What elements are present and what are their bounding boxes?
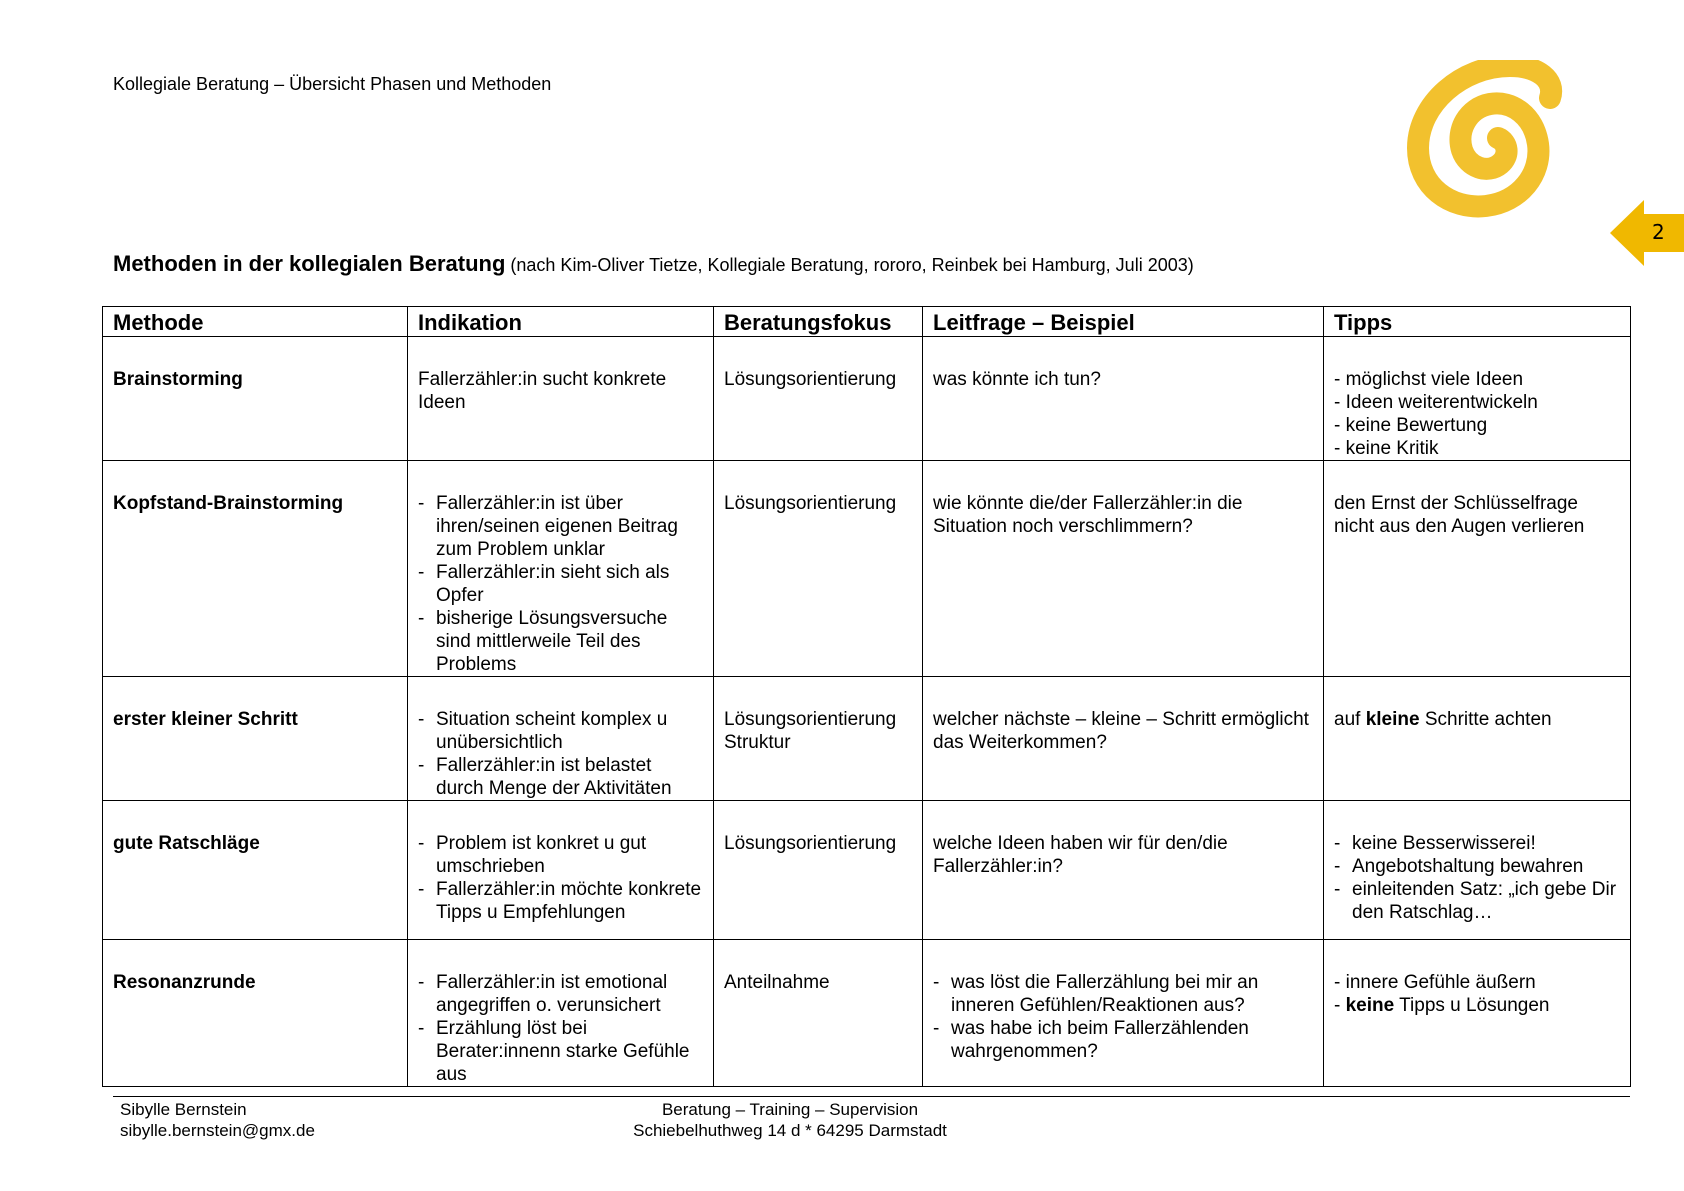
focus-item: Anteilnahme — [724, 972, 830, 993]
tip-text-before: auf — [1334, 709, 1366, 730]
tip-text-bold: kleine — [1365, 709, 1420, 730]
question-cell — [923, 940, 1324, 1087]
spiral-logo-icon — [1400, 60, 1570, 220]
focus-cell — [714, 461, 923, 677]
footer-email[interactable]: sibylle.bernstein@gmx.de — [120, 1121, 315, 1140]
focus-cell — [714, 677, 923, 801]
focus-item: Lösungsorientierung — [724, 493, 897, 514]
indication-item: - Fallerzähler:in ist über ihren/seinen eigenen Beitrag zum Problem unklar — [418, 492, 703, 561]
tip-item: - Ideen weiterentwickeln — [1334, 392, 1538, 413]
table-row — [103, 801, 1631, 940]
table-header-row — [103, 307, 1631, 337]
focus-item: Lösungsorientierung — [724, 709, 897, 730]
focus-item: Lösungsorientierung — [724, 369, 897, 390]
question-cell: wie könnte die/der Fallerzähler:in die Situation noch verschlimmern? — [923, 461, 1324, 677]
tip-item: - keine Bewertung — [1334, 415, 1488, 436]
title-source: (nach Kim-Oliver Tietze, Kollegiale Beratung, rororo, Reinbek bei Hamburg, Juli 2003) — [510, 255, 1194, 275]
method-cell: erster kleiner Schritt — [103, 677, 408, 801]
tip-item: - Angebotshaltung bewahren — [1334, 855, 1620, 878]
methods-table — [102, 306, 1631, 1087]
question-cell: welcher nächste – kleine – Schritt ermöglicht das Weiterkommen? — [923, 677, 1324, 801]
tip-item: - keine Besserwisserei! — [1334, 832, 1620, 855]
method-cell: Brainstorming — [103, 337, 408, 461]
tips-cell — [1324, 337, 1631, 461]
section-title — [113, 251, 1194, 277]
indication-item: - Fallerzähler:in sieht sich als Opfer — [418, 561, 703, 607]
tip-item: - innere Gefühle äußern — [1334, 972, 1536, 993]
tip-text-after: Schritte achten — [1419, 709, 1552, 730]
focus-cell — [714, 940, 923, 1087]
tips-cell — [1324, 801, 1631, 940]
indication-cell — [408, 940, 714, 1087]
focus-item: Lösungsorientierung — [724, 833, 897, 854]
tip-item: - möglichst viele Ideen — [1334, 369, 1524, 390]
focus-item: Struktur — [724, 732, 791, 753]
method-cell: Kopfstand-Brainstorming — [103, 461, 408, 677]
indication-item: - Fallerzähler:in möchte konkrete Tipps u Empfehlungen — [418, 878, 703, 924]
question-cell: welche Ideen haben wir für den/die Fallerzähler:in? — [923, 801, 1324, 940]
indication-item: - Problem ist konkret u gut umschrieben — [418, 832, 703, 878]
indication-cell — [408, 461, 714, 677]
tips-cell: den Ernst der Schlüsselfrage nicht aus den Augen verlieren — [1324, 461, 1631, 677]
tip-item: - keine Kritik — [1334, 438, 1439, 459]
footer-contact — [120, 1099, 315, 1141]
indication-item: - Fallerzähler:in ist emotional angegriffen o. verunsichert — [418, 971, 703, 1017]
footer-tagline: Beratung – Training – Supervision — [661, 1100, 919, 1119]
question-item: - was habe ich beim Fallerzählenden wahrgenommen? — [933, 1017, 1313, 1063]
indication-item: - Fallerzähler:in ist belastet durch Menge der Aktivitäten — [418, 754, 703, 800]
indication-item: - Situation scheint komplex u unübersichtlich — [418, 708, 703, 754]
table-row — [103, 677, 1631, 801]
question-item: - was löst die Fallerzählung bei mir an inneren Gefühlen/Reaktionen aus? — [933, 971, 1313, 1017]
footer-name: Sibylle Bernstein — [120, 1100, 247, 1119]
arrow-tab-icon — [1610, 200, 1684, 266]
column-header: Leitfrage – Beispiel — [923, 307, 1324, 337]
tip-text-after: Tipps u Lösungen — [1394, 995, 1550, 1016]
footer-address: Schiebelhuthweg 14 d * 64295 Darmstadt — [633, 1121, 947, 1140]
column-header: Methode — [103, 307, 408, 337]
tip-item — [1334, 994, 1620, 1017]
method-cell: Resonanzrunde — [103, 940, 408, 1087]
indication-cell — [408, 677, 714, 801]
page-number: 2 — [1652, 220, 1665, 244]
tip-text-bold: keine — [1345, 995, 1395, 1016]
focus-cell — [714, 801, 923, 940]
footer-business — [580, 1099, 1000, 1141]
column-header: Tipps — [1324, 307, 1631, 337]
question-cell: was könnte ich tun? — [923, 337, 1324, 461]
column-header: Indikation — [408, 307, 714, 337]
table-row — [103, 940, 1631, 1087]
document-header: Kollegiale Beratung – Übersicht Phasen und Methoden — [113, 74, 552, 94]
indication-cell — [408, 801, 714, 940]
tip-item: - einleitenden Satz: „ich gebe Dir den Ratschlag… — [1334, 878, 1620, 924]
footer-divider — [113, 1096, 1630, 1097]
title-bold: Methoden in der kollegialen Beratung — [113, 251, 506, 276]
tips-cell — [1324, 940, 1631, 1087]
tip-prefix: - — [1334, 995, 1346, 1016]
column-header: Beratungsfokus — [714, 307, 923, 337]
table-row — [103, 461, 1631, 677]
indication-item: - bisherige Lösungsversuche sind mittlerweile Teil des Problems — [418, 607, 703, 676]
indication-cell: Fallerzähler:in sucht konkrete Ideen — [408, 337, 714, 461]
table-row — [103, 337, 1631, 461]
method-cell: gute Ratschläge — [103, 801, 408, 940]
focus-cell — [714, 337, 923, 461]
tips-cell — [1324, 677, 1631, 801]
indication-item: - Erzählung löst bei Berater:innenn starke Gefühle aus — [418, 1017, 703, 1086]
